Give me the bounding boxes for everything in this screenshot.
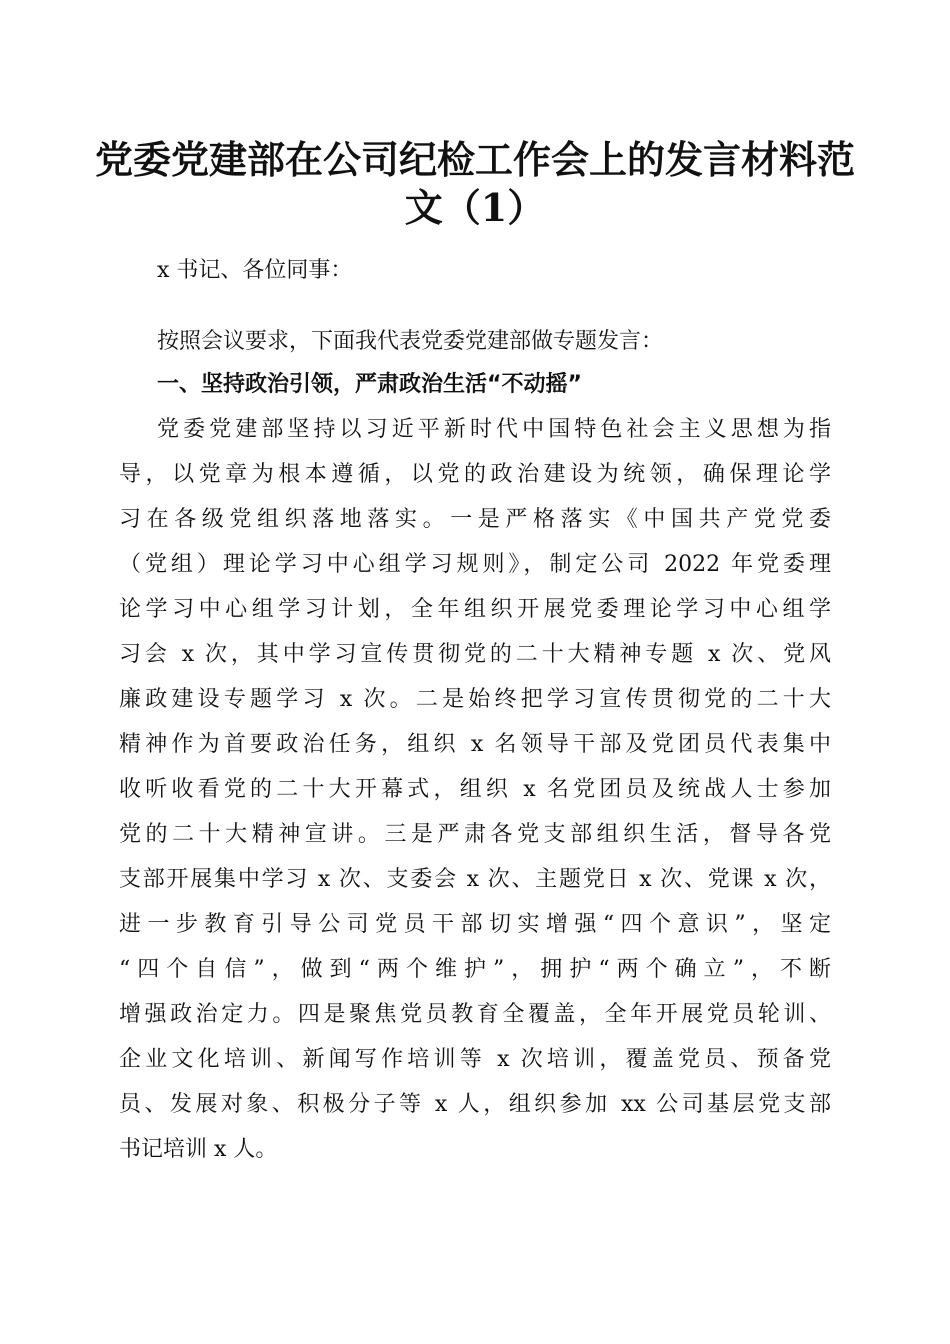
paragraph-line: 书记培训 x 人。 xyxy=(119,1137,278,1162)
paragraph-line: 党的二十大精神宣讲。三是严肃各党支部组织生活，督导各党 xyxy=(119,822,831,847)
paragraph-line: 导，以党章为根本遵循，以党的政治建设为统领，确保理论学 xyxy=(119,462,831,487)
section-heading: 一、坚持政治引领，严肃政治生活“不动摇” xyxy=(157,372,582,397)
paragraph-line: （党组）理论学习中心组学习规则》，制定公司 2022 年党委理 xyxy=(119,552,831,577)
paragraph-line: 员、发展对象、积极分子等 x 人，组织参加 xx 公司基层党支部 xyxy=(119,1092,831,1117)
salutation: x 书记、各位同事： xyxy=(157,258,353,283)
paragraph-line: 廉政建设专题学习 x 次。二是始终把学习宣传贯彻党的二十大 xyxy=(119,687,831,712)
paragraph-line: 进一步教育引导公司党员干部切实增强“四个意识”，坚定 xyxy=(119,912,831,937)
paragraph-line: 习在各级党组织落地落实。一是严格落实《中国共产党党委 xyxy=(119,507,831,532)
paragraph-line: 精神作为首要政治任务，组织 x 名领导干部及党团员代表集中 xyxy=(119,732,831,757)
paragraph-line: 收听收看党的二十大开幕式，组织 x 名党团员及统战人士参加 xyxy=(119,777,831,802)
document-title-line-1: 党委党建部在公司纪检工作会上的发言材料范 xyxy=(94,137,855,182)
document-title-line-2: 文（1） xyxy=(404,185,546,230)
intro-text: 按照会议要求，下面我代表党委党建部做专题发言： xyxy=(157,329,664,354)
paragraph-line: 企业文化培训、新闻写作培训等 x 次培训，覆盖党员、预备党 xyxy=(119,1047,831,1072)
paragraph-line: 习会 x 次，其中学习宣传贯彻党的二十大精神专题 x 次、党风 xyxy=(119,642,831,667)
paragraph-line: 论学习中心组学习计划，全年组织开展党委理论学习中心组学 xyxy=(119,597,831,622)
paragraph-line: 支部开展集中学习 x 次、支委会 x 次、主题党日 x 次、党课 x 次， xyxy=(119,867,831,892)
paragraph-line: “四个自信”，做到“两个维护”，拥护“两个确立”，不断 xyxy=(119,957,831,982)
paragraph-line: 增强政治定力。四是聚焦党员教育全覆盖，全年开展党员轮训、 xyxy=(119,1002,831,1027)
paragraph-line: 党委党建部坚持以习近平新时代中国特色社会主义思想为指 xyxy=(157,417,831,442)
